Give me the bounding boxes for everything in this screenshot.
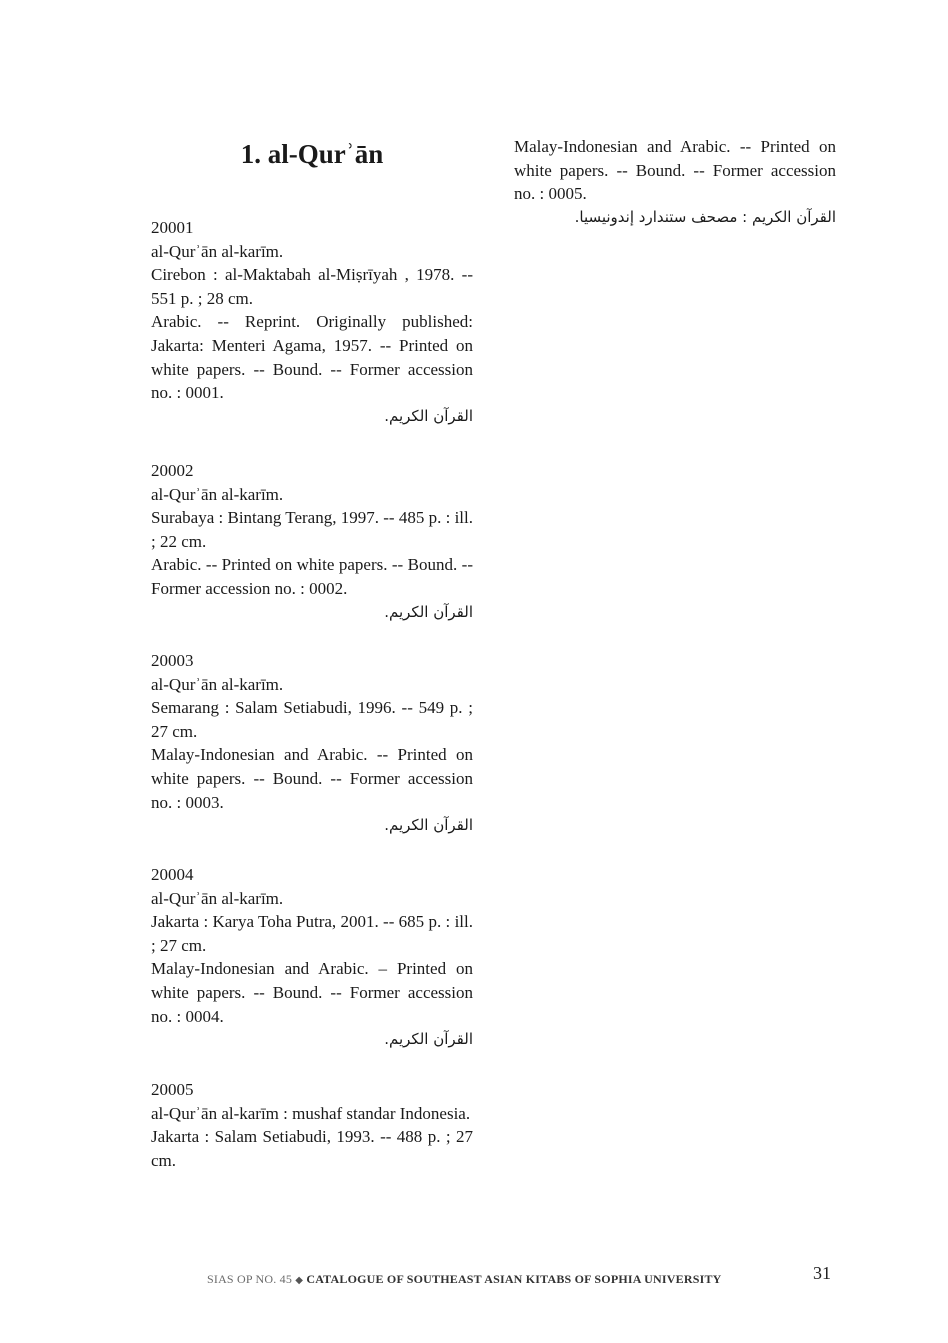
section-title: 1. al-Qurʾān	[240, 139, 384, 169]
entry-title: al-Qurʾān al-karīm.	[151, 241, 284, 261]
entry-arabic-title: القرآن الكريم.	[384, 816, 473, 835]
entry-id: 20004	[151, 865, 194, 884]
catalogue-entry-20004	[151, 863, 473, 1052]
entry-arabic-title: القرآن الكريم.	[384, 406, 473, 425]
entry-imprint: Jakarta : Karya Toha Putra, 2001. -- 685 p. : ill. ; 27 cm.	[151, 912, 473, 955]
entry-notes: Arabic. -- Reprint. Originally published: Jakarta: Menteri Agama, 1957. -- Printed on white papers. -- Bound. -- Former accession no. : 0001.	[151, 312, 473, 403]
page-footer	[207, 1272, 722, 1287]
entry-title: al-Qurʾān al-karīm.	[151, 888, 284, 908]
entry-imprint: Jakarta : Salam Setiabudi, 1993. -- 488 p. ; 27 cm.	[151, 1127, 473, 1170]
entry-title: al-Qurʾān al-karīm.	[151, 674, 284, 694]
catalogue-entry-20002	[151, 459, 473, 624]
entry-arabic-title: القرآن الكريم.	[384, 1030, 473, 1049]
entry-imprint: Surabaya : Bintang Terang, 1997. -- 485 p. : ill. ; 22 cm.	[151, 508, 473, 551]
entry-imprint: Cirebon : al-Maktabah al-Miṣrīyah , 1978. -- 551 p. ; 28 cm.	[151, 265, 473, 308]
catalogue-entry-20005	[151, 1078, 473, 1172]
entry-notes: Malay-Indonesian and Arabic. -- Printed on white papers. -- Bound. -- Former accession no. : 0003.	[151, 745, 473, 812]
catalogue-entry-20001	[151, 216, 473, 428]
entry-notes: Malay-Indonesian and Arabic. -- Printed on white papers. -- Bound. -- Former accession no. : 0005.	[514, 137, 836, 204]
entry-notes: Arabic. -- Printed on white papers. -- Bound. -- Former accession no. : 0002.	[151, 555, 473, 598]
entry-arabic-title: القرآن الكريم.	[384, 602, 473, 621]
entry-arabic-title: القرآن الكريم : مصحف ستندارد إندونيسيا.	[574, 207, 836, 226]
entry-imprint: Semarang : Salam Setiabudi, 1996. -- 549 p. ; 27 cm.	[151, 698, 473, 741]
page-number: 31	[813, 1263, 831, 1283]
entry-20005-continuation	[514, 135, 836, 229]
entry-notes: Malay-Indonesian and Arabic. – Printed on white papers. -- Bound. -- Former accession no. : 0004.	[151, 959, 473, 1026]
diamond-separator-icon: ◆	[295, 1275, 304, 1286]
entry-title: al-Qurʾān al-karīm : mushaf standar Indonesia.	[151, 1103, 471, 1123]
entry-id: 20001	[151, 218, 194, 237]
entry-id: 20002	[151, 461, 194, 480]
entry-id: 20005	[151, 1080, 194, 1099]
entry-title: al-Qurʾān al-karīm.	[151, 484, 284, 504]
catalogue-entry-20003	[151, 649, 473, 838]
footer-catalogue-title: CATALOGUE OF SOUTHEAST ASIAN KITABS OF SOPHIA UNIVERSITY	[306, 1272, 722, 1286]
entry-id: 20003	[151, 651, 194, 670]
footer-series: SIAS OP NO. 45	[207, 1272, 293, 1286]
